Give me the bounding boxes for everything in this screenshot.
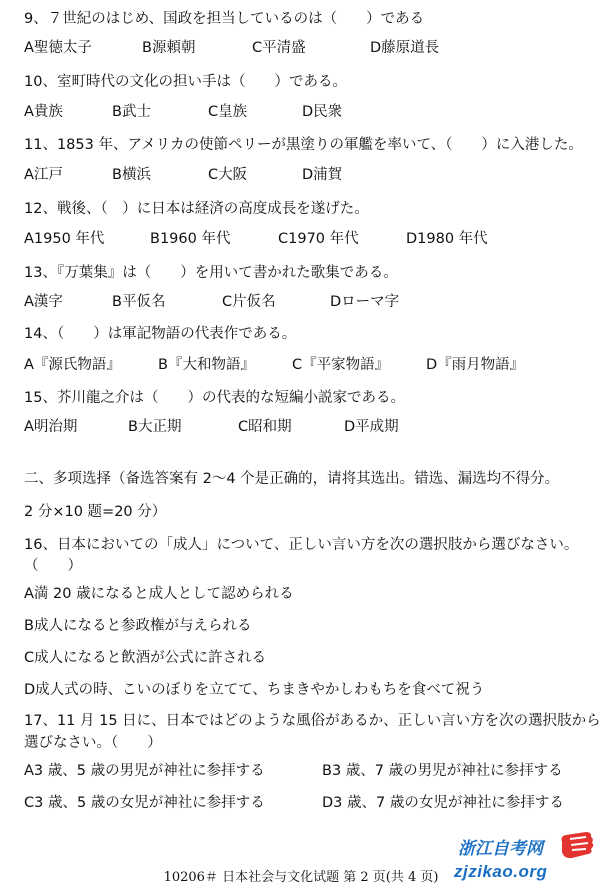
option-text: 1950 年代 [33,231,105,247]
option-letter: B [112,167,122,183]
option-letter: D [370,40,382,56]
option-text: 大正期 [137,419,182,435]
answer-option [24,585,594,603]
option-letter: B [128,419,138,435]
answer-option [24,617,594,635]
question-stem: 9、７世紀のはじめ、国政を担当しているのは（ ）である [24,11,425,27]
answer-option [406,230,488,248]
option-text: 3 歳、7 歳の女児が神社に参拝する [333,795,564,811]
answer-option [150,230,230,248]
option-text: 民衆 [313,104,343,120]
watermark-logo [452,828,598,890]
option-letter: B [150,231,160,247]
option-letter: A [24,294,34,310]
option-text: 『平家物語』 [302,357,390,373]
option-text: 聖徳太子 [33,40,92,56]
question-stem: 17、11 月 15 日に、日本ではどのような風俗があるか、正しい言い方を次の選択肢から [24,713,601,729]
watermark-cn: 浙江自考网 [458,839,543,859]
option-letter: D [302,167,314,183]
answer-option [112,293,165,311]
option-letter: C [222,294,233,310]
question-stem: 16、日本においての「成人」について、正しい言い方を次の選択肢から選びなさい。 [24,537,579,553]
question-stem: 14、（ ）は軍記物語の代表作である。 [24,326,297,342]
option-text: 漢字 [33,294,63,310]
option-text: 3 歳、5 歳の男児が神社に参拝する [33,763,265,779]
answer-option [24,356,121,374]
option-letter: A [24,357,34,373]
answer-option [142,39,195,57]
option-text: 成人式の時、こいのぼりを立てて、ちまきやかしわもちを食べて祝う [35,682,485,698]
answer-option [208,166,247,184]
option-letter: A [24,586,34,602]
answer-option [208,103,247,121]
question-stem: 11、1853 年、アメリカの使節ペリーが黒塗りの軍艦を率いて、（ ）に入港した。 [24,137,583,153]
option-text: 明治期 [33,419,78,435]
question-stem: 12、戦後、（ ）に日本は経済の高度成長を遂げた。 [24,201,369,217]
option-text: 源頼朝 [151,40,196,56]
answer-option [112,166,151,184]
option-letter: B [112,294,122,310]
hand-logo-icon [556,828,596,864]
option-letter: B [322,763,332,779]
option-letter: D [24,682,36,698]
option-letter: A [24,40,34,56]
answer-option [292,356,389,374]
option-text: 武士 [121,104,151,120]
option-letter: D [302,104,314,120]
option-letter: D [330,294,342,310]
option-text: 片仮名 [232,294,276,310]
section-score: 2 分×10 题=20 分） [24,504,167,520]
option-text: 皇族 [218,104,248,120]
option-letter: A [24,763,34,779]
option-letter: D [406,231,418,247]
option-letter: B [24,618,34,634]
question-stem: 15、芥川龍之介は（ ）の代表的な短編小説家である。 [24,390,405,406]
watermark-en: zjzikao.org [454,862,548,881]
option-letter: A [24,231,34,247]
option-letter: C [24,650,35,666]
answer-option [322,794,564,812]
answer-option [222,293,276,311]
answer-option [128,418,181,436]
option-text: 満 20 歳になると成人として認められる [33,586,294,602]
answer-option [24,681,594,699]
answer-option [24,166,63,184]
option-text: 『雨月物語』 [437,357,525,373]
option-text: 藤原道長 [381,40,440,56]
option-text: 成人になると飲酒が公式に許される [34,650,267,666]
answer-option [112,103,151,121]
option-letter: C [278,231,289,247]
answer-option [344,418,399,436]
answer-option [370,39,439,57]
option-text: 浦賀 [313,167,343,183]
option-text: 成人になると参政権が与えられる [33,618,252,634]
option-text: 大阪 [218,167,248,183]
option-text: 昭和期 [248,419,292,435]
option-letter: A [24,104,34,120]
answer-option [24,39,92,57]
answer-option [330,293,399,311]
option-letter: B [112,104,122,120]
section-heading: 二、多项选择（备选答案有 2～4 个是正确的，请将其选出。错选、漏选均不得分。 [24,471,560,487]
answer-option [24,293,63,311]
option-letter: C [238,419,249,435]
answer-paren: （ ） [24,558,82,574]
answer-option [322,762,563,780]
option-text: ローマ字 [341,294,400,310]
option-letter: D [426,357,438,373]
option-letter: B [158,357,168,373]
answer-option [302,166,342,184]
answer-option [24,762,265,780]
option-text: 貴族 [33,104,63,120]
answer-option [278,230,359,248]
question-stem: 選びなさい。（ ） [24,735,162,751]
answer-option [24,794,265,812]
question-stem: 10、室町時代の文化の担い手は（ ）である。 [24,74,347,90]
answer-option [238,418,292,436]
option-letter: D [322,795,334,811]
option-text: 3 歳、7 歳の男児が神社に参拝する [331,763,563,779]
option-letter: D [344,419,356,435]
option-letter: C [292,357,303,373]
option-letter: C [208,104,219,120]
option-text: 平清盛 [262,40,306,56]
answer-option [252,39,306,57]
option-letter: C [208,167,219,183]
option-text: 3 歳、5 歳の女児が神社に参拝する [34,795,265,811]
answer-option [24,103,63,121]
answer-option [426,356,524,374]
answer-option [158,356,255,374]
option-text: 1980 年代 [417,231,488,247]
option-text: 『源氏物語』 [33,357,121,373]
answer-option [24,230,104,248]
option-text: 『大和物語』 [167,357,255,373]
option-text: 平成期 [355,419,399,435]
option-text: 横浜 [121,167,151,183]
option-text: 江戸 [33,167,63,183]
answer-option [24,418,77,436]
option-text: 1960 年代 [159,231,231,247]
option-text: 1970 年代 [288,231,359,247]
question-stem: 13、『万葉集』は（ ）を用いて書かれた歌集である。 [24,265,398,281]
answer-option [302,103,342,121]
option-letter: A [24,167,34,183]
option-letter: C [252,40,263,56]
answer-option [24,649,594,667]
option-letter: A [24,419,34,435]
option-text: 平仮名 [121,294,166,310]
option-letter: B [142,40,152,56]
page-footer: 10206＃ 日本社会与文化试题 第 2 页(共 4 页) [163,870,439,885]
option-letter: C [24,795,35,811]
